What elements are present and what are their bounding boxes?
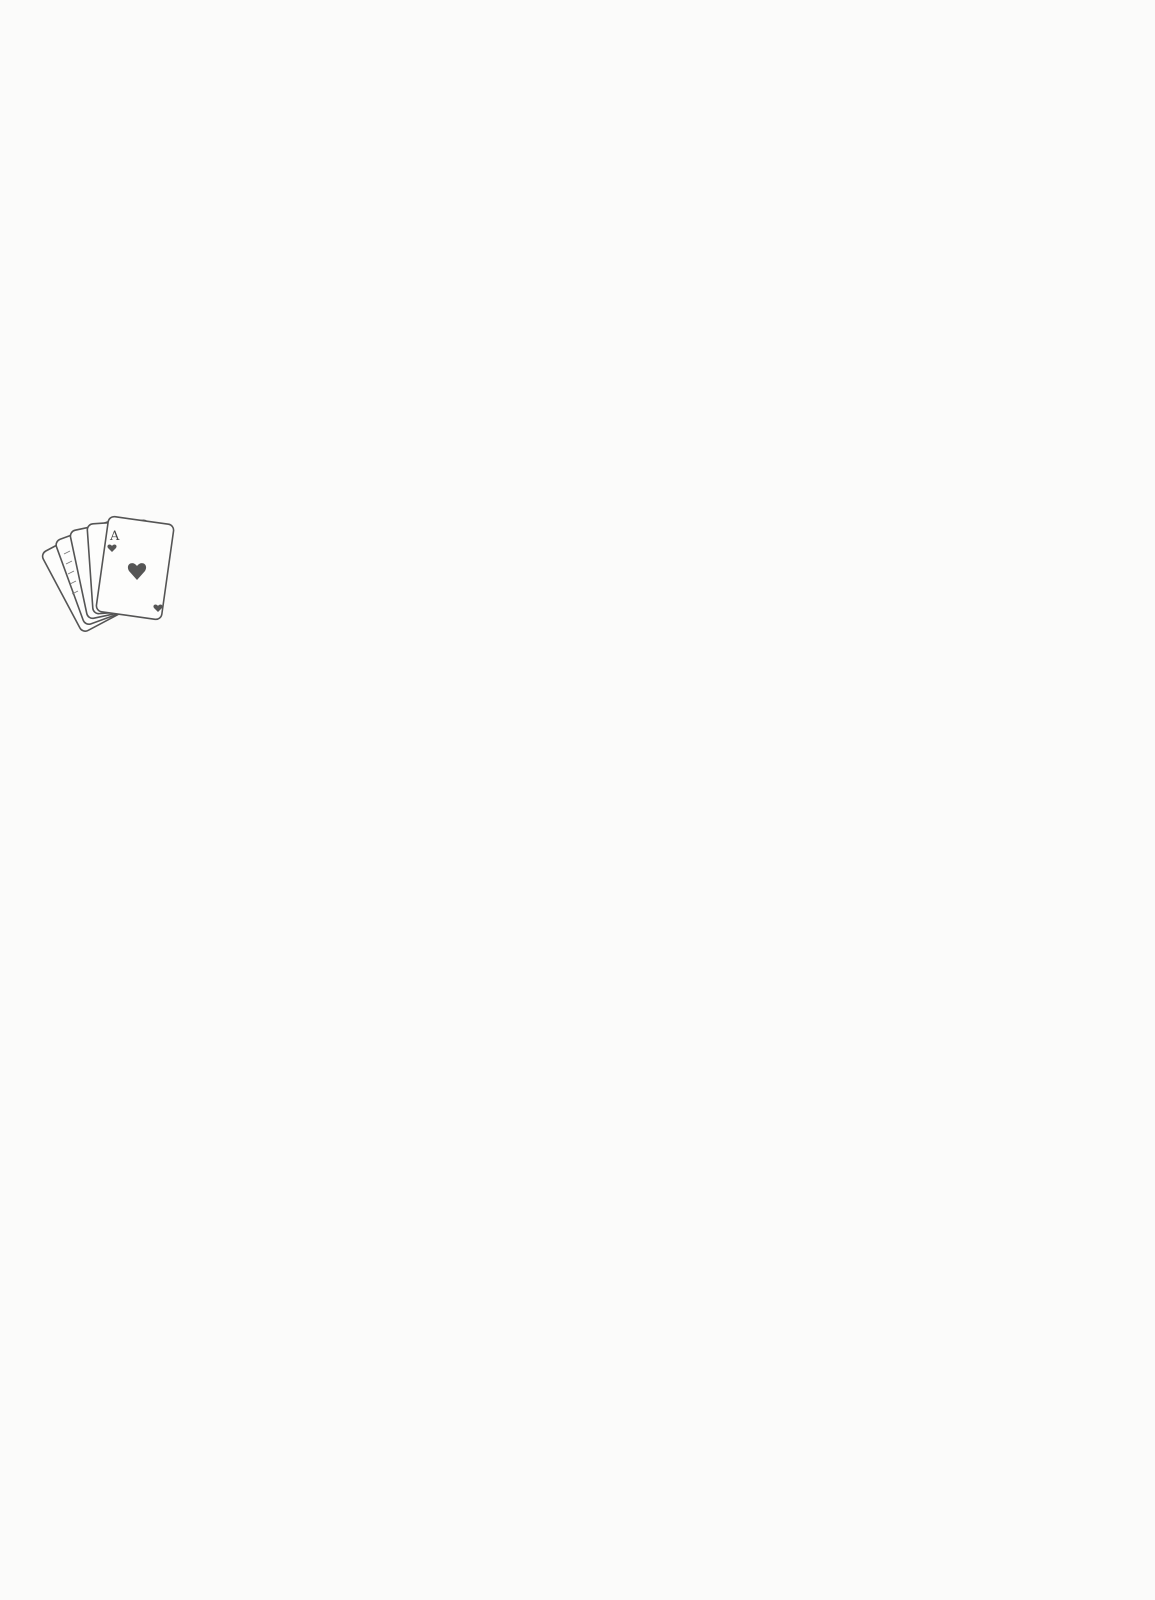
playing-cards-icon	[40, 504, 190, 639]
svg-text:A: A	[110, 529, 120, 544]
chapter-heading	[40, 496, 1040, 646]
